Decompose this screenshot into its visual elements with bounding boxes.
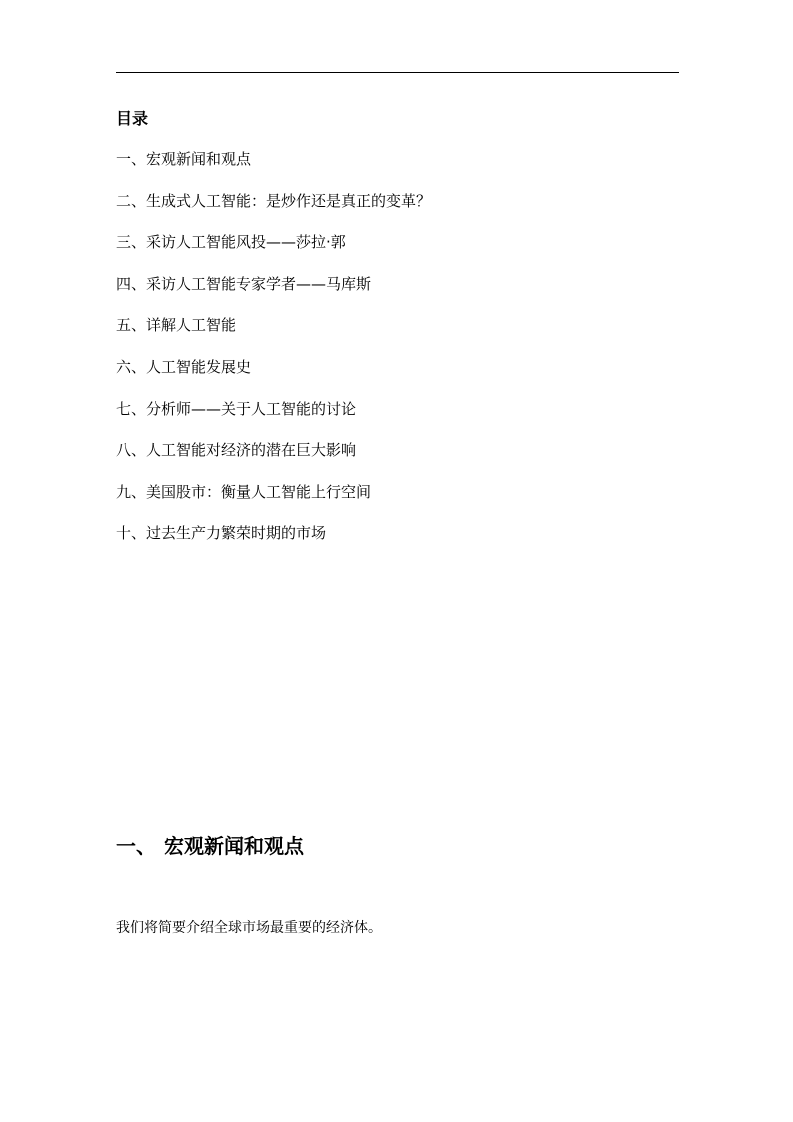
toc-item-3[interactable]: 三、采访人工智能风投——莎拉·郭: [116, 233, 346, 252]
toc-item-5[interactable]: 五、详解人工智能: [116, 316, 237, 335]
section-body-text: 我们将简要介绍全球市场最重要的经济体。: [116, 920, 382, 936]
section-heading: [116, 832, 304, 860]
toc-item-9[interactable]: 九、美国股市：衡量人工智能上行空间: [116, 482, 372, 501]
toc-item-2[interactable]: 二、生成式人工智能：是炒作还是真正的变革？: [116, 191, 432, 210]
toc-item-8[interactable]: 八、人工智能对经济的潜在巨大影响: [116, 441, 357, 460]
toc-item-10[interactable]: 十、过去生产力繁荣时期的市场: [116, 524, 327, 543]
toc-item-4[interactable]: 四、采访人工智能专家学者——马库斯: [116, 274, 372, 293]
section-title: 宏观新闻和观点: [164, 834, 304, 858]
toc-item-1[interactable]: 一、宏观新闻和观点: [116, 150, 252, 168]
section-number: 一、: [116, 834, 156, 858]
header-rule: [116, 72, 679, 73]
toc-item-7[interactable]: 七、分析师——关于人工智能的讨论: [116, 399, 357, 418]
toc-item-6[interactable]: 六、人工智能发展史: [116, 357, 252, 376]
table-of-contents: [116, 148, 431, 564]
toc-title: 目录: [116, 109, 149, 128]
